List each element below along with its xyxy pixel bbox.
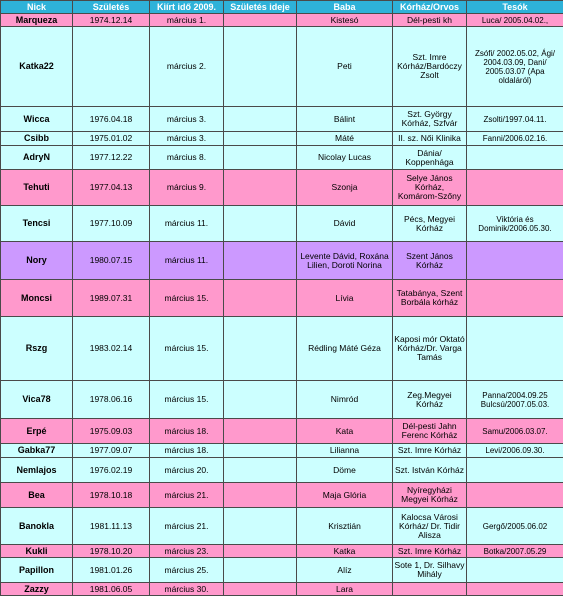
cell-baba: Maja Glória [297, 483, 393, 508]
cell-nick: Tencsi [1, 206, 73, 242]
cell-baba: Dávid [297, 206, 393, 242]
cell-tesok [467, 317, 563, 381]
cell-szuletes: 1983.02.14 [73, 317, 150, 381]
table-row [1, 317, 563, 381]
cell-szuletes-ideje [224, 419, 297, 444]
cell-tesok: Botka/2007.05.29 [467, 545, 563, 558]
cell-tesok [467, 483, 563, 508]
cell-szuletes-ideje [224, 107, 297, 132]
cell-szuletes: 1977.10.09 [73, 206, 150, 242]
cell-korhaz: Dánia/ Koppenhága [393, 146, 467, 170]
col-header-korhaz: Kórház/Orvos [393, 1, 467, 14]
cell-baba: Katka [297, 545, 393, 558]
col-header-szuletes: Születés [73, 1, 150, 14]
table-row [1, 458, 563, 483]
col-header-szuletes-ideje: Születés ideje [224, 1, 297, 14]
cell-korhaz: Szent János Kórház [393, 242, 467, 280]
cell-szuletes-ideje [224, 508, 297, 545]
cell-szuletes-ideje [224, 242, 297, 280]
cell-kiirt-ido: március 18. [150, 444, 224, 458]
cell-tesok: Levi/2006.09.30. [467, 444, 563, 458]
cell-korhaz: II. sz. Női Klinika [393, 132, 467, 146]
header-row [1, 1, 563, 14]
table-row [1, 280, 563, 317]
col-header-tesok: Tesók [467, 1, 563, 14]
cell-korhaz: Dél-pesti kh [393, 14, 467, 27]
cell-nick: Tehuti [1, 170, 73, 206]
table-row [1, 508, 563, 545]
cell-szuletes: 1977.12.22 [73, 146, 150, 170]
cell-szuletes-ideje [224, 317, 297, 381]
cell-nick: Rszg [1, 317, 73, 381]
table-row [1, 146, 563, 170]
cell-tesok: Fanni/2006.02.16. [467, 132, 563, 146]
cell-baba: Levente Dávid, Roxána Lilien, Doroti Norina [297, 242, 393, 280]
cell-baba: Máté [297, 132, 393, 146]
cell-tesok [467, 170, 563, 206]
cell-korhaz: Sote 1, Dr. Silhavy Mihály [393, 558, 467, 583]
cell-szuletes: 1975.01.02 [73, 132, 150, 146]
cell-nick: AdryN [1, 146, 73, 170]
cell-szuletes: 1977.04.13 [73, 170, 150, 206]
cell-tesok [467, 458, 563, 483]
cell-korhaz: Kalocsa Városi Kórház/ Dr. Tidir Alisza [393, 508, 467, 545]
cell-korhaz: Szt. István Kórház [393, 458, 467, 483]
cell-baba: Lívia [297, 280, 393, 317]
cell-szuletes-ideje [224, 458, 297, 483]
cell-tesok: Panna/2004.09.25 Bulcsú/2007.05.03. [467, 381, 563, 419]
cell-szuletes: 1980.07.15 [73, 242, 150, 280]
cell-szuletes: 1974.12.14 [73, 14, 150, 27]
cell-tesok [467, 146, 563, 170]
cell-nick: Nory [1, 242, 73, 280]
cell-szuletes-ideje [224, 170, 297, 206]
cell-kiirt-ido: március 11. [150, 242, 224, 280]
col-header-kiirt-ido: Kiírt idő 2009. [150, 1, 224, 14]
cell-korhaz: Tatabánya, Szent Borbála kórház [393, 280, 467, 317]
cell-kiirt-ido: március 20. [150, 458, 224, 483]
cell-nick: Bea [1, 483, 73, 508]
cell-szuletes-ideje [224, 545, 297, 558]
cell-baba: Kata [297, 419, 393, 444]
cell-nick: Csibb [1, 132, 73, 146]
cell-kiirt-ido: március 21. [150, 508, 224, 545]
cell-szuletes-ideje [224, 132, 297, 146]
cell-tesok [467, 280, 563, 317]
cell-tesok: Samu/2006.03.07. [467, 419, 563, 444]
cell-nick: Zazzy [1, 583, 73, 596]
col-header-nick: Nick [1, 1, 73, 14]
cell-szuletes-ideje [224, 381, 297, 419]
cell-kiirt-ido: március 15. [150, 317, 224, 381]
cell-kiirt-ido: március 15. [150, 280, 224, 317]
cell-szuletes: 1975.09.03 [73, 419, 150, 444]
table-body [1, 14, 563, 596]
cell-nick: Marqueza [1, 14, 73, 27]
cell-kiirt-ido: március 30. [150, 583, 224, 596]
cell-szuletes: 1976.04.18 [73, 107, 150, 132]
cell-nick: Vica78 [1, 381, 73, 419]
table-row [1, 444, 563, 458]
cell-baba: Nicolay Lucas [297, 146, 393, 170]
cell-baba: Lilianna [297, 444, 393, 458]
cell-szuletes: 1981.06.05 [73, 583, 150, 596]
cell-szuletes-ideje [224, 27, 297, 107]
table-row [1, 170, 563, 206]
cell-kiirt-ido: március 2. [150, 27, 224, 107]
table-row [1, 545, 563, 558]
cell-tesok: Gergő/2005.06.02 [467, 508, 563, 545]
cell-szuletes: 1978.10.18 [73, 483, 150, 508]
cell-korhaz [393, 583, 467, 596]
cell-szuletes: 1978.06.16 [73, 381, 150, 419]
cell-szuletes: 1976.02.19 [73, 458, 150, 483]
cell-nick: Kukli [1, 545, 73, 558]
cell-korhaz: Nyíregyházi Megyei Kórház [393, 483, 467, 508]
cell-baba: Rédling Máté Géza [297, 317, 393, 381]
cell-korhaz: Szt. Imre Kórház [393, 545, 467, 558]
cell-kiirt-ido: március 23. [150, 545, 224, 558]
cell-tesok [467, 242, 563, 280]
cell-korhaz: Zeg.Megyei Kórház [393, 381, 467, 419]
col-header-baba: Baba [297, 1, 393, 14]
cell-tesok: Viktória és Dominik/2006.05.30. [467, 206, 563, 242]
cell-nick: Katka22 [1, 27, 73, 107]
cell-kiirt-ido: március 9. [150, 170, 224, 206]
cell-szuletes-ideje [224, 444, 297, 458]
cell-szuletes-ideje [224, 558, 297, 583]
cell-szuletes-ideje [224, 146, 297, 170]
table-row [1, 419, 563, 444]
cell-szuletes: 1981.11.13 [73, 508, 150, 545]
cell-nick: Moncsi [1, 280, 73, 317]
cell-kiirt-ido: március 8. [150, 146, 224, 170]
table-row [1, 132, 563, 146]
table-row [1, 483, 563, 508]
cell-baba: Nimród [297, 381, 393, 419]
cell-korhaz: Kaposi mór Oktató Kórház/Dr. Varga Tamás [393, 317, 467, 381]
cell-tesok: Zsófi/ 2002.05.02, Ági/ 2004.03.09, Dani/ 2005.03.07 (Apa oldaláról) [467, 27, 563, 107]
cell-kiirt-ido: március 18. [150, 419, 224, 444]
cell-kiirt-ido: március 3. [150, 132, 224, 146]
cell-kiirt-ido: március 15. [150, 381, 224, 419]
cell-szuletes-ideje [224, 280, 297, 317]
cell-kiirt-ido: március 3. [150, 107, 224, 132]
table-row [1, 558, 563, 583]
table-row [1, 107, 563, 132]
table-row [1, 242, 563, 280]
cell-nick: Wicca [1, 107, 73, 132]
cell-nick: Gabka77 [1, 444, 73, 458]
cell-baba: Peti [297, 27, 393, 107]
cell-szuletes: 1977.09.07 [73, 444, 150, 458]
cell-korhaz: Pécs, Megyei Kórház [393, 206, 467, 242]
table-row [1, 27, 563, 107]
cell-szuletes-ideje [224, 483, 297, 508]
cell-kiirt-ido: március 25. [150, 558, 224, 583]
cell-szuletes: 1989.07.31 [73, 280, 150, 317]
cell-korhaz: Szt. Imre Kórház [393, 444, 467, 458]
cell-baba: Lara [297, 583, 393, 596]
cell-tesok [467, 558, 563, 583]
cell-tesok [467, 583, 563, 596]
cell-szuletes: 1978.10.20 [73, 545, 150, 558]
cell-kiirt-ido: március 1. [150, 14, 224, 27]
cell-korhaz: Szt. György Kórház, Szfvár [393, 107, 467, 132]
cell-kiirt-ido: március 11. [150, 206, 224, 242]
cell-kiirt-ido: március 21. [150, 483, 224, 508]
cell-tesok: Zsolti/1997.04.11. [467, 107, 563, 132]
cell-baba: Krisztián [297, 508, 393, 545]
cell-szuletes-ideje [224, 206, 297, 242]
cell-baba: Döme [297, 458, 393, 483]
cell-nick: Banokla [1, 508, 73, 545]
table-row [1, 583, 563, 596]
cell-szuletes: 1981.01.26 [73, 558, 150, 583]
cell-tesok: Luca/ 2005.04.02., [467, 14, 563, 27]
cell-baba: Szonja [297, 170, 393, 206]
table-row [1, 206, 563, 242]
cell-szuletes-ideje [224, 583, 297, 596]
cell-korhaz: Dél-pesti Jahn Ferenc Kórház [393, 419, 467, 444]
table-row [1, 381, 563, 419]
cell-korhaz: Szt. Imre Kórház/Bardóczy Zsolt [393, 27, 467, 107]
cell-nick: Erpé [1, 419, 73, 444]
cell-baba: Bálint [297, 107, 393, 132]
table-row [1, 14, 563, 27]
cell-nick: Papillon [1, 558, 73, 583]
cell-baba: Kistesó [297, 14, 393, 27]
cell-korhaz: Selye János Kórház, Komárom-Szőny [393, 170, 467, 206]
cell-szuletes-ideje [224, 14, 297, 27]
cell-szuletes [73, 27, 150, 107]
cell-nick: Nemlajos [1, 458, 73, 483]
cell-baba: Alíz [297, 558, 393, 583]
